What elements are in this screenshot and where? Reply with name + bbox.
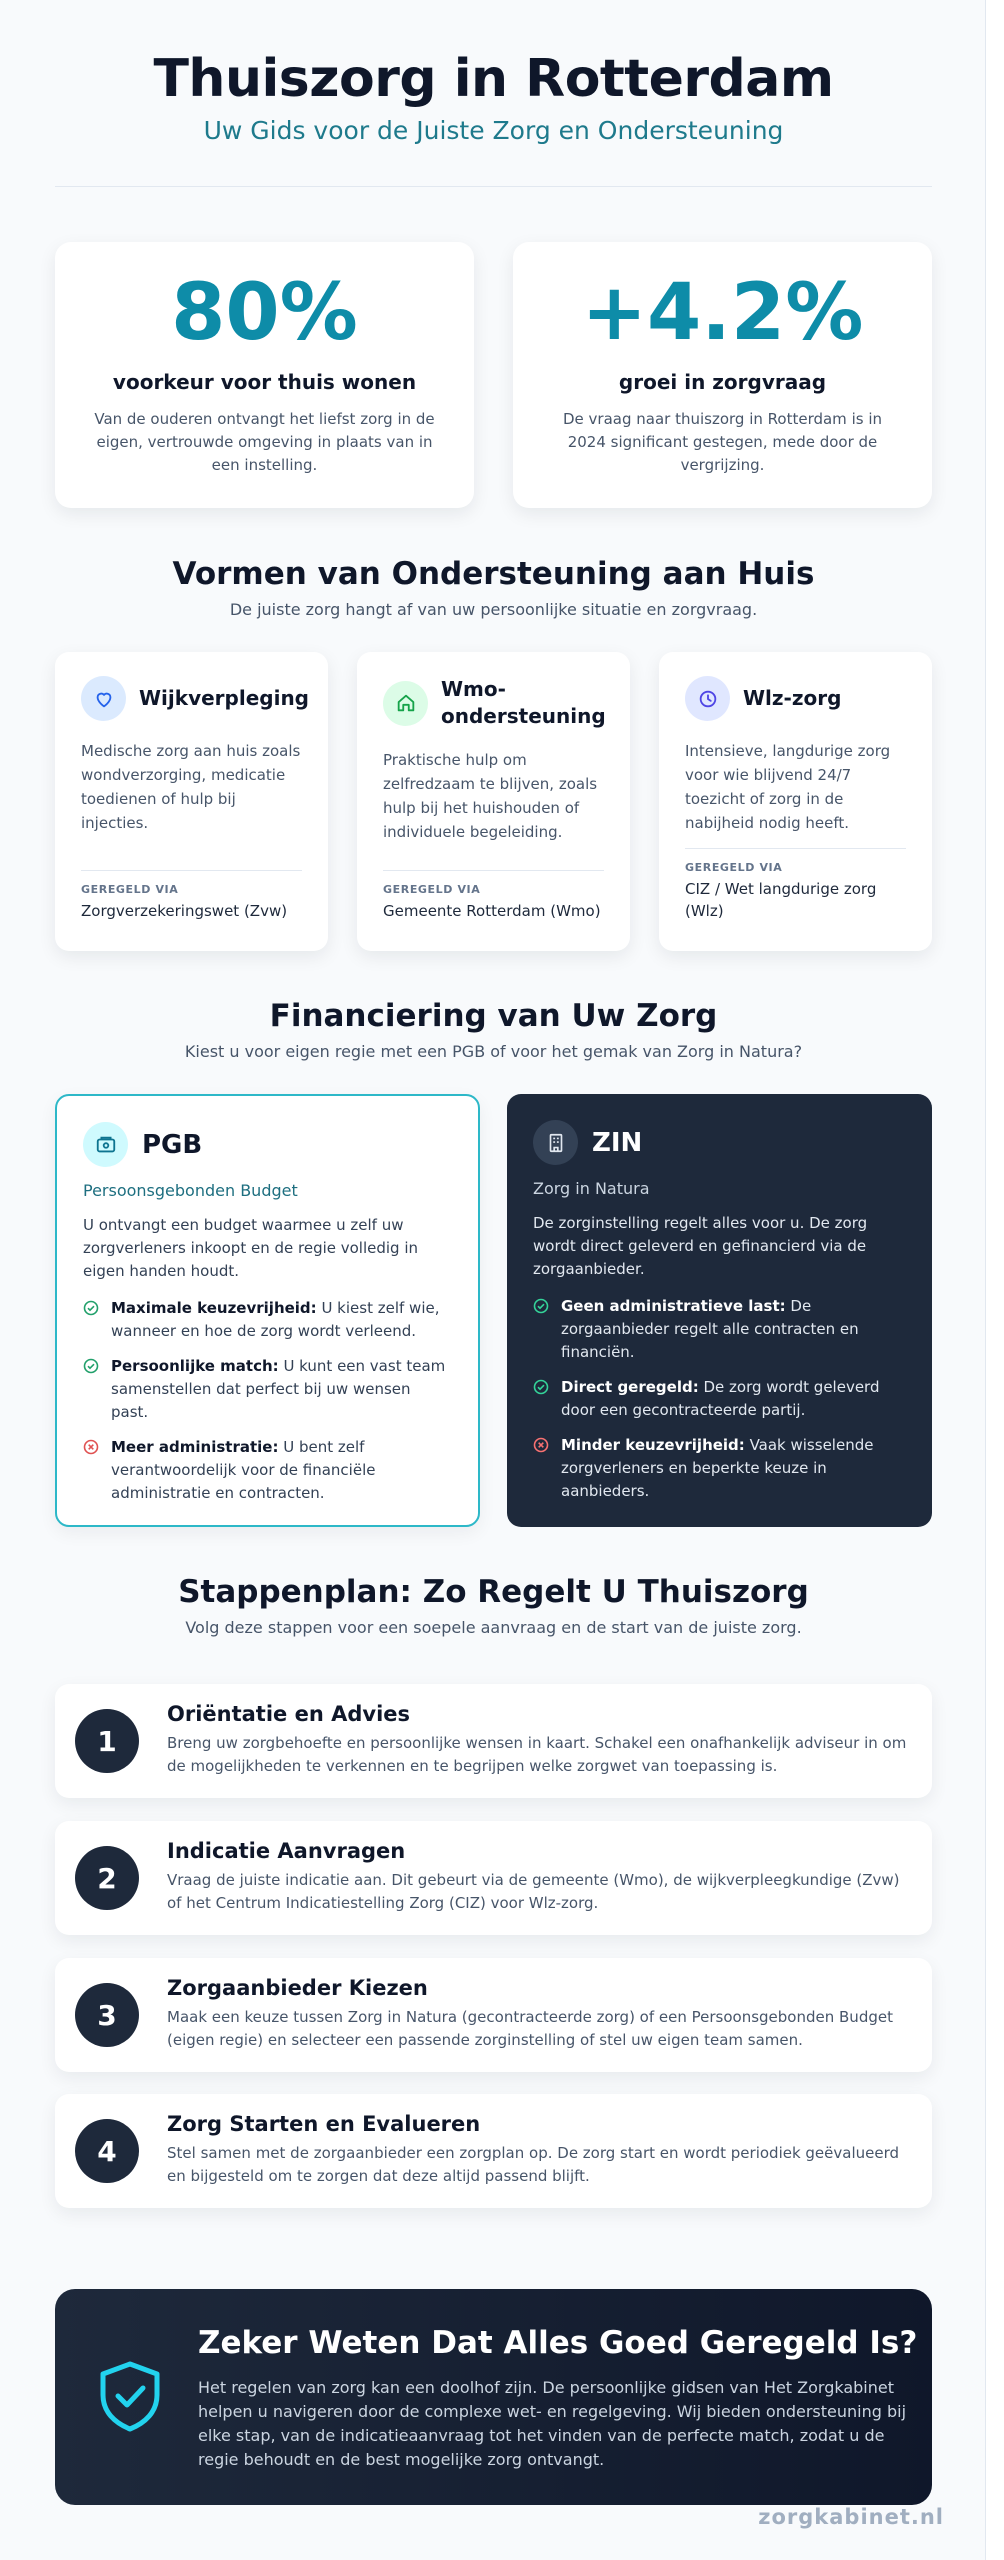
card-tagline: Zorg in Natura xyxy=(533,1179,650,1198)
card-text: Intensieve, langdurige zorg voor wie blijvend 24/7 toezicht of zorg in de nabijheid nodig heeft. xyxy=(685,742,891,832)
stat-card-preference xyxy=(55,242,474,508)
footer-value: Zorgverzekeringswet (Zvw) xyxy=(81,902,288,920)
step-card xyxy=(55,1821,932,1935)
point-title: Meer administratie: xyxy=(111,1438,279,1456)
step-title: Indicatie Aanvragen xyxy=(167,1839,406,1863)
shield-check-icon xyxy=(95,2359,165,2437)
footer-label: GEREGELD VIA xyxy=(383,883,481,896)
check-circle-icon xyxy=(533,1379,549,1422)
home-icon xyxy=(383,681,428,726)
step-number: 4 xyxy=(75,2119,139,2183)
support-card-wlz xyxy=(659,652,932,951)
step-text: Vraag de juiste indicatie aan. Dit gebeurt via de gemeente (Wmo), de wijkverpleegkundige (Zvw) of het Centrum Indicatiestelling Zorg (CIZ) voor Wlz-zorg. xyxy=(167,1871,900,1912)
list-item xyxy=(533,1434,906,1503)
point-title: Direct geregeld: xyxy=(561,1378,699,1396)
cta-title: Zeker Weten Dat Alles Goed Geregeld Is? xyxy=(198,2325,918,2361)
zin-points-list xyxy=(533,1295,906,1503)
stat-value: 80% xyxy=(171,268,358,358)
x-circle-icon xyxy=(83,1439,99,1505)
step-text: Stel samen met de zorgaanbieder een zorgplan op. De zorg start en wordt periodiek geëvalueerd en bijgesteld om te zorgen dat deze altijd passend blijft. xyxy=(167,2144,900,2185)
pgb-points-list xyxy=(83,1297,452,1505)
footer-label: GEREGELD VIA xyxy=(685,861,783,874)
brand-watermark: zorgkabinet.nl xyxy=(758,2505,944,2529)
card-footer xyxy=(685,848,906,922)
steps-section-header xyxy=(55,1574,932,1637)
step-number: 2 xyxy=(75,1846,139,1910)
check-circle-icon xyxy=(83,1358,99,1424)
point-title: Maximale keuzevrijheid: xyxy=(111,1299,317,1317)
support-card-wmo xyxy=(357,652,630,951)
building-icon xyxy=(533,1120,578,1165)
list-item xyxy=(533,1295,906,1364)
footer-value: Gemeente Rotterdam (Wmo) xyxy=(383,902,601,920)
cta-text: Het regelen van zorg kan een doolhof zijn. De persoonlijke gidsen van Het Zorgkabinet helpen u navigeren door de complexe wet- en regelgeving. Wij bieden ondersteuning bij elke stap, van de indicatieaanvraag tot het vinden van de perfecte match, zodat u de regie behoudt en de best mogelijke zorg ontvangt. xyxy=(198,2378,907,2469)
card-title: Wmo-ondersteuning xyxy=(441,677,606,728)
card-title: PGB xyxy=(142,1129,203,1160)
point-title: Minder keuzevrijheid: xyxy=(561,1436,745,1454)
zin-card xyxy=(507,1094,932,1527)
card-tagline: Persoonsgebonden Budget xyxy=(83,1181,298,1200)
card-intro: De zorginstelling regelt alles voor u. De zorg wordt direct geleverd en gefinancierd via de zorgaanbieder. xyxy=(533,1214,868,1278)
check-circle-icon xyxy=(533,1298,549,1364)
clock-icon xyxy=(685,676,730,721)
list-item xyxy=(83,1297,452,1343)
card-footer xyxy=(383,870,604,922)
point-title: Geen administratieve last: xyxy=(561,1297,786,1315)
page-title: Thuiszorg in Rotterdam xyxy=(153,49,834,109)
card-footer xyxy=(81,870,302,922)
stat-label: groei in zorgvraag xyxy=(618,370,827,394)
list-item xyxy=(533,1376,906,1422)
step-number: 1 xyxy=(75,1709,139,1773)
cta-banner xyxy=(55,2289,932,2505)
card-title: Wlz-zorg xyxy=(743,686,842,710)
list-item xyxy=(83,1355,452,1424)
page-header xyxy=(55,48,932,145)
card-title: Wijkverpleging xyxy=(139,686,309,710)
step-text: Breng uw zorgbehoefte en persoonlijke wensen in kaart. Schakel een onafhankelijk adviseur in om de mogelijkheden te verkennen en te begrijpen welke zorgwet van toepassing is. xyxy=(167,1734,907,1775)
pgb-card xyxy=(55,1094,480,1527)
support-section-header xyxy=(55,556,932,619)
page-subtitle: Uw Gids voor de Juiste Zorg en Ondersteuning xyxy=(203,116,784,145)
step-number: 3 xyxy=(75,1983,139,2047)
section-subtitle: Kiest u voor eigen regie met een PGB of voor het gemak van Zorg in Natura? xyxy=(184,1042,803,1061)
point-text: De zorg wordt geleverd door een gecontracteerde partij. xyxy=(561,1378,880,1419)
step-card xyxy=(55,1958,932,2072)
financing-section-header xyxy=(55,998,932,1061)
section-title: Stappenplan: Zo Regelt U Thuiszorg xyxy=(178,1574,809,1610)
step-title: Oriëntatie en Advies xyxy=(167,1702,411,1726)
stat-label: voorkeur voor thuis wonen xyxy=(112,370,417,394)
card-intro: U ontvangt een budget waarmee u zelf uw zorgverleners inkoopt en de regie volledig in eigen handen houdt. xyxy=(83,1216,419,1280)
stat-description: Van de ouderen ontvangt het liefst zorg in de eigen, vertrouwde omgeving in plaats van in een instelling. xyxy=(94,410,435,474)
point-text: De zorgaanbieder regelt alle contracten en financiën. xyxy=(561,1297,859,1361)
card-text: Medische zorg aan huis zoals wondverzorging, medicatie toedienen of hulp bij injecties. xyxy=(81,742,301,832)
section-subtitle: De juiste zorg hangt af van uw persoonlijke situatie en zorgvraag. xyxy=(229,600,758,619)
step-card xyxy=(55,1684,932,1798)
step-text: Maak een keuze tussen Zorg in Natura (gecontracteerde zorg) of een Persoonsgebonden Budget (eigen regie) en selecteer een passende zorginstelling of stel uw eigen team samen. xyxy=(167,2008,893,2049)
check-circle-icon xyxy=(83,1300,99,1343)
stat-card-growth xyxy=(513,242,932,508)
footer-label: GEREGELD VIA xyxy=(81,883,179,896)
point-text: U bent zelf verantwoordelijk voor de financiële administratie en contracten. xyxy=(111,1438,376,1502)
card-text: Praktische hulp om zelfredzaam te blijven, zoals hulp bij het huishouden of individuele begeleiding. xyxy=(383,751,598,841)
x-circle-icon xyxy=(533,1437,549,1503)
section-title: Vormen van Ondersteuning aan Huis xyxy=(172,556,815,592)
wallet-icon xyxy=(83,1122,128,1167)
footer-value: CIZ / Wet langdurige zorg (Wlz) xyxy=(685,880,877,920)
section-subtitle: Volg deze stappen voor een soepele aanvraag en de start van de juiste zorg. xyxy=(185,1618,802,1637)
heart-icon xyxy=(81,676,126,721)
step-title: Zorgaanbieder Kiezen xyxy=(167,1976,428,2000)
point-title: Persoonlijke match: xyxy=(111,1357,279,1375)
header-divider xyxy=(55,186,932,187)
support-card-wijkverpleging xyxy=(55,652,328,951)
step-card xyxy=(55,2094,932,2208)
stat-value: +4.2% xyxy=(581,268,864,358)
point-text: U kiest zelf wie, wanneer en hoe de zorg wordt verleend. xyxy=(111,1299,440,1340)
point-text: U kunt een vast team samenstellen dat perfect bij uw wensen past. xyxy=(111,1357,446,1421)
section-title: Financiering van Uw Zorg xyxy=(269,998,718,1034)
card-title: ZIN xyxy=(592,1127,643,1158)
step-title: Zorg Starten en Evalueren xyxy=(167,2112,481,2136)
point-text: Vaak wisselende zorgverleners en beperkte keuze in aanbieders. xyxy=(561,1436,874,1500)
list-item xyxy=(83,1436,452,1505)
stat-description: De vraag naar thuiszorg in Rotterdam is in 2024 significant gestegen, mede door de vergrijzing. xyxy=(563,410,882,474)
